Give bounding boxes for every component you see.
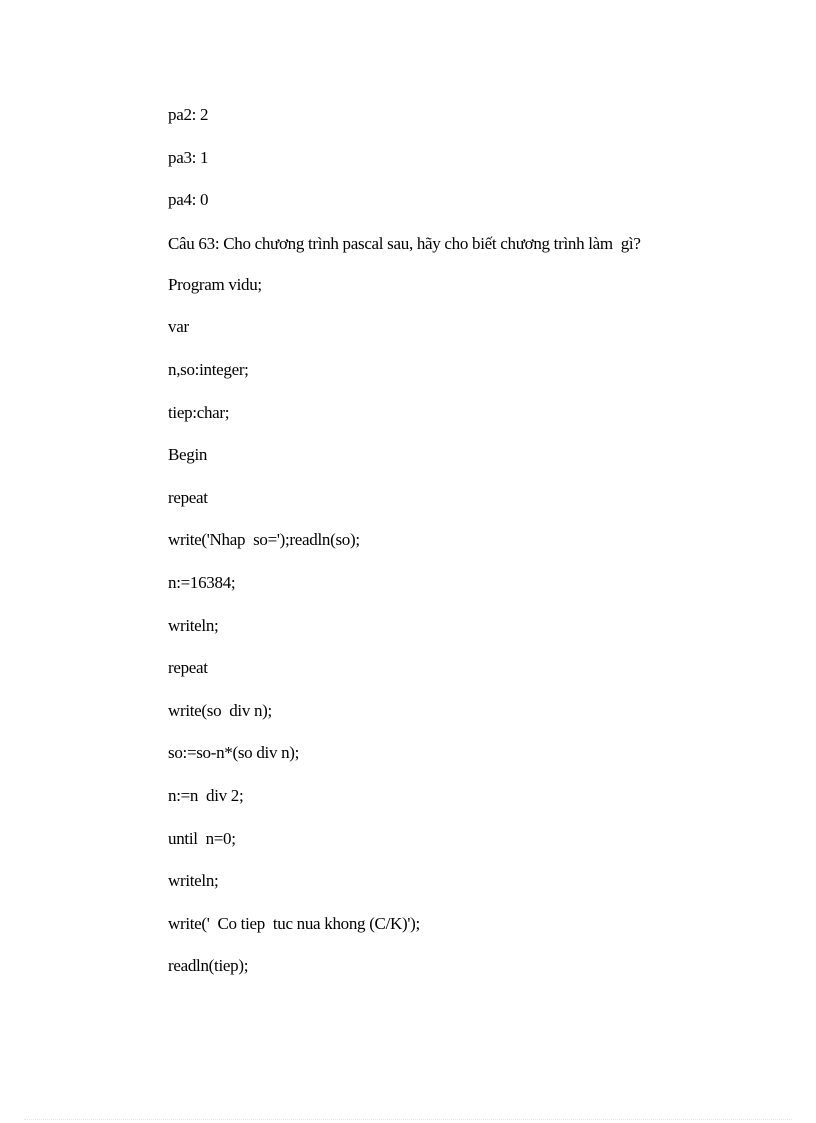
answer-option-pa2: pa2: 2 [168, 105, 209, 124]
code-line: until n=0; [168, 828, 236, 848]
code-line: writeln; [168, 871, 219, 891]
code-line: n,so:integer; [168, 359, 249, 379]
code-line: n:=16384; [168, 572, 236, 592]
code-line: writeln; [168, 615, 219, 635]
answer-option-pa3: pa3: 1 [168, 147, 209, 167]
answer-option-pa4: pa4: 0 [168, 190, 209, 210]
code-line: Begin [168, 445, 208, 465]
code-line: repeat [168, 658, 208, 678]
code-line: n:=n div 2; [168, 785, 244, 805]
code-line: write('Nhap so=');readln(so); [168, 530, 360, 550]
code-line: tiep:char; [168, 402, 230, 422]
code-line: var [168, 317, 189, 337]
code-line: write(' Co tiep tuc nua khong (C/K)'); [168, 913, 420, 933]
code-line: Program vidu; [168, 274, 262, 294]
document-body [168, 104, 668, 998]
page-bottom-rule [24, 1119, 792, 1120]
code-line: so:=so-n*(so div n); [168, 743, 300, 763]
question-text: Câu 63: Cho chương trình pascal sau, hãy cho biết chương trình làm gì? [168, 233, 641, 253]
code-line: readln(tiep); [168, 956, 249, 976]
code-line: write(so div n); [168, 700, 272, 720]
code-line: repeat [168, 487, 208, 507]
